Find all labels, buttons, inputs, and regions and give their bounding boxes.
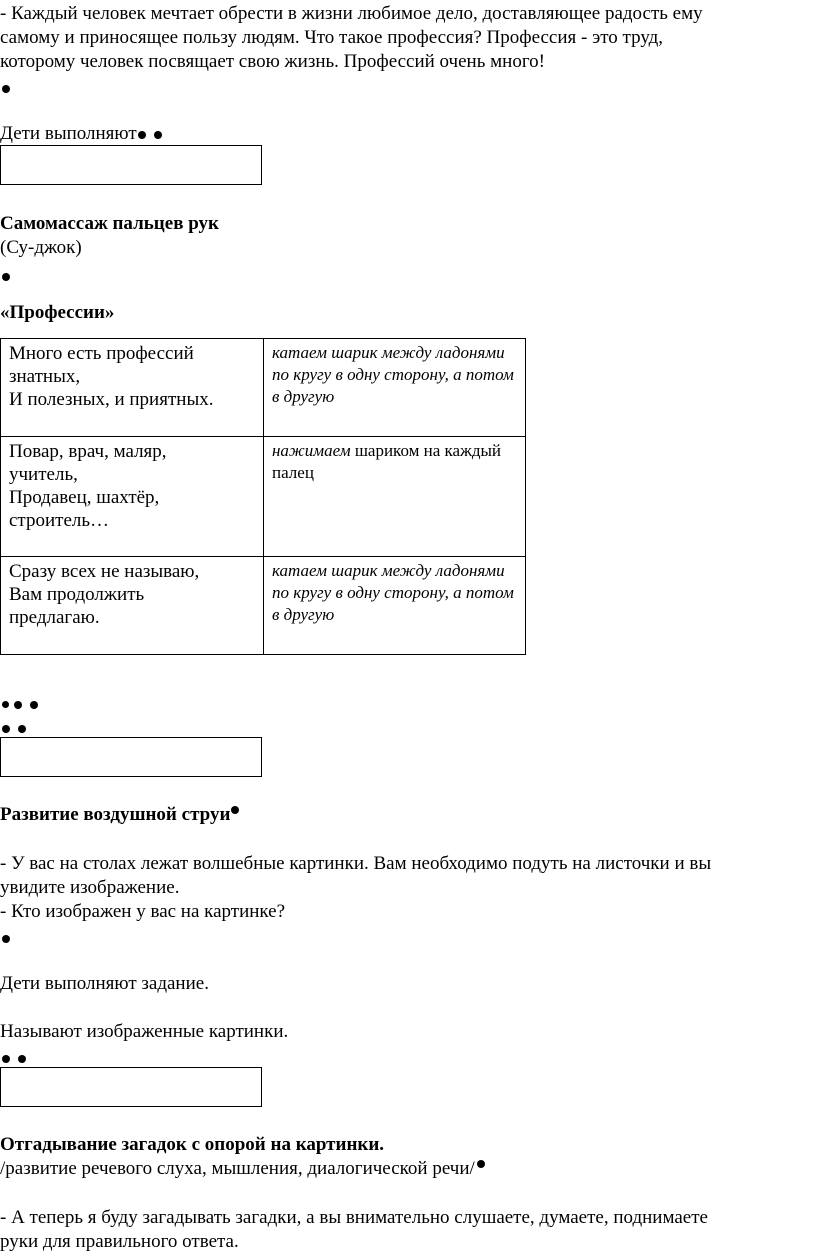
verse-line: предлагаю. [9,607,100,628]
airflow-children-do: Дети выполняют задание. [0,973,209,994]
table-row [1,437,526,557]
intro-line-1: - Каждый человек мечтает обрести в жизни любимое дело, доставляющее радость ему [0,3,703,24]
verse-line: знатных, [9,366,81,387]
empty-frame-3 [0,1067,262,1107]
massage-title: Самомассаж пальцев рук [0,213,219,234]
bullet-markers [2,692,46,715]
riddles-title: Отгадывание загадок с опорой на картинки. [0,1134,385,1155]
airflow-line-2: увидите изображение. [0,877,180,898]
airflow-title: Развитие воздушной струи [0,803,239,826]
riddles-subtitle: /развитие речевого слуха, мышления, диалогической речи/ [0,1157,485,1180]
table-row [1,339,526,437]
massage-subtitle: (Су-джок) [0,237,82,258]
riddles-line-1: - А теперь я буду загадывать загадки, а вы внимательно слушаете, думаете, поднимаете [0,1207,708,1228]
children-do-text: Дети выполняют [0,122,162,145]
verse-line: Много есть профессий [9,343,194,364]
airflow-children-name: Называют изображенные картинки. [0,1021,289,1042]
verse-cell [1,339,264,437]
action-cell [264,339,526,437]
empty-frame-2 [0,737,262,777]
verse-line: Повар, врач, маляр, [9,441,167,462]
verse-line: Вам продолжить [9,584,145,605]
verse-cell [1,437,264,557]
action-italic: катаем шарик между ладонями по кругу в одну сторону, а потом в другую [272,561,514,624]
verse-line: Продавец, шахтёр, [9,487,160,508]
intro-line-2: самому и приносящее пользу людям. Что такое профессия? Профессия - это труд, [0,27,664,48]
verse-line: Сразу всех не называю, [9,561,200,582]
table-row [1,557,526,655]
verse-line: строитель… [9,510,110,531]
action-italic: катаем шарик между ладонями по кругу в одну сторону, а потом в другую [272,343,514,406]
empty-frame-1 [0,145,262,185]
bullet-marker [2,264,18,287]
airflow-line-3: - Кто изображен у вас на картинке? [0,901,286,922]
action-cell [264,557,526,655]
riddles-line-2: руки для правильного ответа. [0,1231,239,1252]
professions-title: «Профессии» [0,302,115,323]
verse-line: учитель, [9,464,78,485]
verse-cell [1,557,264,655]
bullet-markers [2,716,34,739]
verse-line: И полезных, и приятных. [9,389,214,410]
rhyme-table [0,338,526,655]
action-text: шариком на каждый палец [272,441,501,482]
airflow-line-1: - У вас на столах лежат волшебные картинки. Вам необходимо подуть на листочки и вы [0,853,712,874]
action-italic: нажимаем [272,441,351,460]
bullet-markers [2,1046,34,1069]
bullet-marker [2,76,18,99]
intro-line-3: которому человек посвящает свою жизнь. Профессий очень много! [0,51,545,72]
bullet-marker [2,926,18,949]
action-cell [264,437,526,557]
